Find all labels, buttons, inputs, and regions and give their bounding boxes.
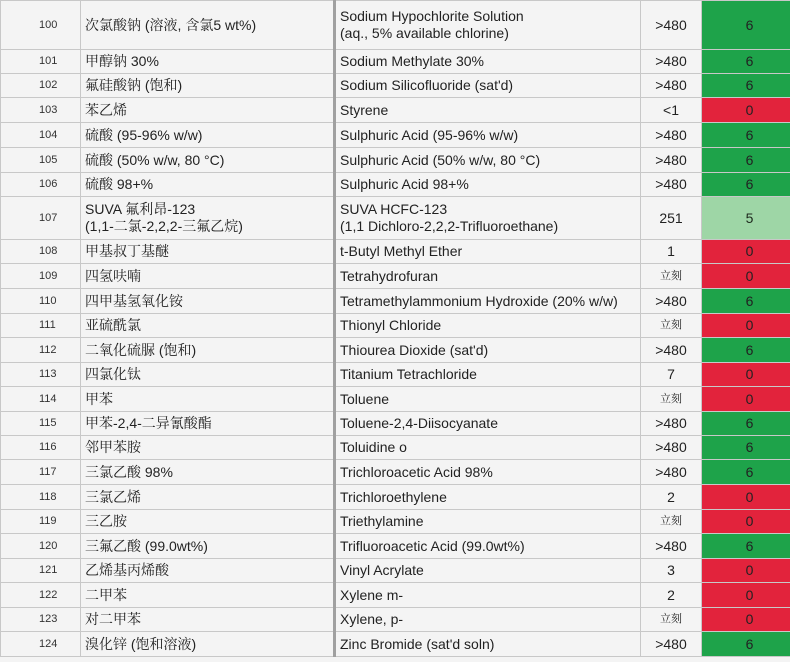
chemical-name-en-line: Trifluoroacetic Acid (99.0wt%) — [340, 537, 525, 554]
chemical-name-en-line: Sodium Hypochlorite Solution — [340, 8, 524, 24]
permeation-rating: 0 — [702, 240, 790, 264]
table-row — [1, 50, 790, 74]
chemical-name-en-line: Vinyl Acrylate — [340, 562, 424, 578]
chemical-name-en — [335, 123, 641, 148]
row-number: 111 — [1, 314, 81, 338]
table-row — [1, 412, 790, 436]
chemical-name-cn-line: 亚硫酰氯 — [85, 317, 141, 333]
permeation-rating: 0 — [702, 314, 790, 338]
chemical-name-en-line: Sulphuric Acid 98+% — [340, 176, 469, 192]
table-row — [1, 510, 790, 534]
chemical-name-cn-line: 三氯乙酸 98% — [85, 463, 173, 480]
chemical-name-en — [335, 436, 641, 460]
chemical-name-cn — [81, 412, 335, 436]
row-number: 122 — [1, 583, 81, 608]
permeation-rating: 6 — [702, 50, 790, 74]
chemical-name-en-line: Triethylamine — [340, 513, 424, 529]
permeation-rating: 6 — [702, 74, 790, 98]
chemical-name-en — [335, 632, 641, 657]
chemical-name-cn-line: 甲苯-2,4-二异氰酸酯 — [85, 415, 212, 431]
breakthrough-time: >480 — [641, 436, 702, 460]
chemical-name-cn-line: 四甲基氢氧化铵 — [85, 292, 183, 309]
chemical-name-en — [335, 338, 641, 363]
chemical-name-en — [335, 485, 641, 510]
permeation-rating: 6 — [702, 632, 790, 657]
table-row — [1, 534, 790, 559]
breakthrough-time: 2 — [641, 583, 702, 608]
chemical-name-en-line: Trichloroacetic Acid 98% — [340, 463, 493, 480]
table-row — [1, 559, 790, 583]
permeation-rating: 6 — [702, 289, 790, 314]
permeation-rating: 6 — [702, 148, 790, 173]
chemical-name-en-line: Trichloroethylene — [340, 488, 447, 505]
permeation-rating: 0 — [702, 510, 790, 534]
chemical-name-cn — [81, 363, 335, 387]
chemical-name-en — [335, 314, 641, 338]
row-number: 106 — [1, 173, 81, 197]
permeation-rating: 0 — [702, 583, 790, 608]
row-number: 124 — [1, 632, 81, 657]
chemical-name-en-line: Xylene, p- — [340, 611, 404, 627]
chemical-name-en — [335, 363, 641, 387]
chemical-name-en — [335, 412, 641, 436]
table-row — [1, 1, 790, 50]
row-number: 108 — [1, 240, 81, 264]
chemical-name-en — [335, 583, 641, 608]
table-row — [1, 436, 790, 460]
row-number: 114 — [1, 387, 81, 412]
table-row — [1, 197, 790, 240]
chemical-name-en — [335, 608, 641, 632]
permeation-rating: 0 — [702, 485, 790, 510]
chemical-name-cn — [81, 1, 335, 50]
chemical-name-cn — [81, 632, 335, 657]
row-number: 100 — [1, 1, 81, 50]
chemical-name-en-line: (aq., 5% available chlorine) — [340, 25, 509, 41]
permeation-rating: 0 — [702, 264, 790, 289]
row-number: 103 — [1, 98, 81, 123]
chemical-name-en — [335, 559, 641, 583]
chemical-name-cn-line: (1,1-二氯-2,2,2-三氟乙烷) — [85, 218, 243, 234]
chemical-name-en — [335, 50, 641, 74]
chemical-name-en-line: Sodium Silicofluoride (sat'd) — [340, 77, 514, 93]
permeation-rating: 6 — [702, 1, 790, 50]
row-number: 120 — [1, 534, 81, 559]
chemical-name-cn-line: 溴化锌 (饱和溶液) — [85, 635, 197, 652]
row-number: 121 — [1, 559, 81, 583]
chemical-name-cn-line: 乙烯基丙烯酸 — [85, 562, 169, 578]
chemical-name-cn — [81, 338, 335, 363]
chemical-name-en — [335, 1, 641, 50]
chemical-name-cn-line: 次氯酸钠 (溶液, 含氯5 wt%) — [85, 16, 257, 33]
table-body — [1, 1, 790, 657]
breakthrough-time: >480 — [641, 50, 702, 74]
chemical-name-cn-line: 硫酸 98+% — [85, 176, 154, 192]
table-row — [1, 74, 790, 98]
chemical-name-en-line: Styrene — [340, 101, 389, 118]
table-row — [1, 460, 790, 485]
breakthrough-time: >480 — [641, 632, 702, 657]
chemical-name-en-line: Sodium Methylate 30% — [340, 53, 484, 69]
chemical-name-cn — [81, 583, 335, 608]
row-number: 118 — [1, 485, 81, 510]
chemical-name-en — [335, 289, 641, 314]
chemical-name-cn — [81, 264, 335, 289]
chemical-name-cn-line: 氟硅酸钠 (饱和) — [85, 77, 183, 93]
chemical-name-cn-line: SUVA 氟利昂-123 — [85, 201, 196, 217]
permeation-rating: 0 — [702, 559, 790, 583]
row-number: 123 — [1, 608, 81, 632]
chemical-name-cn — [81, 460, 335, 485]
permeation-rating: 6 — [702, 173, 790, 197]
chemical-name-en-line: SUVA HCFC-123 — [340, 201, 448, 217]
breakthrough-time: 立刻 — [641, 387, 702, 412]
chemical-name-cn-line: 四氢呋喃 — [85, 267, 141, 284]
breakthrough-time: 立刻 — [641, 608, 702, 632]
chemical-name-cn — [81, 148, 335, 173]
breakthrough-time: 立刻 — [641, 314, 702, 338]
chemical-name-en-line: Zinc Bromide (sat'd soln) — [340, 635, 495, 652]
chemical-name-en-line: Toluene-2,4-Diisocyanate — [340, 415, 498, 431]
chemical-name-cn — [81, 436, 335, 460]
chemical-name-en-line: Thionyl Chloride — [340, 317, 442, 333]
row-number: 115 — [1, 412, 81, 436]
chemical-name-cn-line: 苯乙烯 — [85, 101, 127, 118]
table-row — [1, 632, 790, 657]
chemical-name-en — [335, 98, 641, 123]
table-row — [1, 363, 790, 387]
chemical-name-cn — [81, 608, 335, 632]
table-row — [1, 264, 790, 289]
breakthrough-time: 251 — [641, 197, 702, 240]
breakthrough-time: >480 — [641, 460, 702, 485]
chemical-name-cn — [81, 534, 335, 559]
chemical-name-cn — [81, 197, 335, 240]
chemical-name-cn — [81, 314, 335, 338]
chemical-name-cn — [81, 289, 335, 314]
chemical-name-cn — [81, 510, 335, 534]
chemical-name-cn-line: 硫酸 (50% w/w, 80 °C) — [85, 151, 225, 168]
breakthrough-time: <1 — [641, 98, 702, 123]
breakthrough-time: 立刻 — [641, 510, 702, 534]
chemical-name-cn-line: 硫酸 (95-96% w/w) — [85, 126, 203, 143]
table-row — [1, 240, 790, 264]
chemical-name-en — [335, 148, 641, 173]
breakthrough-time: 1 — [641, 240, 702, 264]
chemical-name-cn-line: 三氟乙酸 (99.0wt%) — [85, 537, 208, 554]
chemical-name-cn — [81, 98, 335, 123]
chemical-name-en-line: Toluene — [340, 390, 390, 407]
row-number: 116 — [1, 436, 81, 460]
table-row — [1, 608, 790, 632]
chemical-name-cn-line: 二甲苯 — [85, 586, 127, 603]
chemical-name-en-line: Sulphuric Acid (50% w/w, 80 °C) — [340, 151, 541, 168]
permeation-rating: 5 — [702, 197, 790, 240]
chemical-name-cn-line: 对二甲苯 — [85, 611, 141, 627]
table-row — [1, 338, 790, 363]
chemical-name-cn-line: 三氯乙烯 — [85, 488, 141, 505]
permeation-rating: 0 — [702, 98, 790, 123]
table-row — [1, 98, 790, 123]
chemical-name-cn — [81, 559, 335, 583]
table-row — [1, 289, 790, 314]
chemical-name-cn — [81, 387, 335, 412]
permeation-rating: 0 — [702, 608, 790, 632]
chemical-name-cn — [81, 50, 335, 74]
table-row — [1, 485, 790, 510]
chemical-name-en-line: (1,1 Dichloro-2,2,2-Trifluoroethane) — [340, 218, 559, 234]
row-number: 102 — [1, 74, 81, 98]
permeation-rating: 6 — [702, 460, 790, 485]
breakthrough-time: >480 — [641, 148, 702, 173]
row-number: 107 — [1, 197, 81, 240]
permeation-rating: 6 — [702, 436, 790, 460]
chemical-name-en — [335, 460, 641, 485]
breakthrough-time: >480 — [641, 123, 702, 148]
row-number: 105 — [1, 148, 81, 173]
chemical-name-en-line: t-Butyl Methyl Ether — [340, 243, 463, 259]
row-number: 109 — [1, 264, 81, 289]
chemical-name-cn — [81, 485, 335, 510]
chemical-name-en-line: Toluidine o — [340, 439, 407, 455]
table-row — [1, 123, 790, 148]
table-row — [1, 387, 790, 412]
chemical-name-en — [335, 510, 641, 534]
breakthrough-time: >480 — [641, 412, 702, 436]
chemical-name-en-line: Titanium Tetrachloride — [340, 366, 477, 382]
breakthrough-time: 2 — [641, 485, 702, 510]
chemical-name-en — [335, 74, 641, 98]
row-number: 117 — [1, 460, 81, 485]
permeation-rating: 0 — [702, 387, 790, 412]
permeation-rating: 6 — [702, 338, 790, 363]
breakthrough-time: >480 — [641, 338, 702, 363]
table-row — [1, 583, 790, 608]
chemical-name-cn-line: 甲基叔丁基醚 — [85, 243, 169, 259]
breakthrough-time: 立刻 — [641, 264, 702, 289]
chemical-name-en-line: Xylene m- — [340, 586, 404, 603]
permeation-rating: 6 — [702, 534, 790, 559]
chemical-name-en — [335, 240, 641, 264]
permeation-rating: 6 — [702, 412, 790, 436]
row-number: 113 — [1, 363, 81, 387]
breakthrough-time: >480 — [641, 289, 702, 314]
row-number: 110 — [1, 289, 81, 314]
chemical-name-en-line: Thiourea Dioxide (sat'd) — [340, 341, 489, 358]
chemical-name-cn — [81, 123, 335, 148]
chemical-name-cn-line: 邻甲苯胺 — [85, 439, 141, 455]
chemical-name-en — [335, 173, 641, 197]
breakthrough-time: 7 — [641, 363, 702, 387]
chemical-name-en — [335, 387, 641, 412]
permeation-rating: 6 — [702, 123, 790, 148]
chemical-name-en — [335, 264, 641, 289]
table-row — [1, 173, 790, 197]
row-number: 104 — [1, 123, 81, 148]
permeation-rating: 0 — [702, 363, 790, 387]
chemical-name-cn — [81, 173, 335, 197]
chemical-name-en — [335, 534, 641, 559]
chemical-name-cn-line: 三乙胺 — [85, 513, 127, 529]
chemical-name-cn-line: 二氧化硫脲 (饱和) — [85, 341, 197, 358]
chemical-name-en-line: Sulphuric Acid (95-96% w/w) — [340, 126, 519, 143]
chemical-name-en-line: Tetramethylammonium Hydroxide (20% w/w) — [340, 292, 618, 309]
chemical-name-en-line: Tetrahydrofuran — [340, 267, 439, 284]
chemical-name-cn-line: 四氯化钛 — [85, 366, 141, 382]
breakthrough-time: >480 — [641, 1, 702, 50]
chemical-name-cn — [81, 240, 335, 264]
breakthrough-time: 3 — [641, 559, 702, 583]
table-row — [1, 314, 790, 338]
table-row — [1, 148, 790, 173]
chemical-name-cn — [81, 74, 335, 98]
row-number: 119 — [1, 510, 81, 534]
chemical-name-cn-line: 甲醇钠 30% — [85, 53, 159, 69]
chemical-name-en — [335, 197, 641, 240]
breakthrough-time: >480 — [641, 173, 702, 197]
breakthrough-time: >480 — [641, 534, 702, 559]
row-number: 112 — [1, 338, 81, 363]
breakthrough-time: >480 — [641, 74, 702, 98]
row-number: 101 — [1, 50, 81, 74]
chemical-name-cn-line: 甲苯 — [85, 390, 113, 407]
